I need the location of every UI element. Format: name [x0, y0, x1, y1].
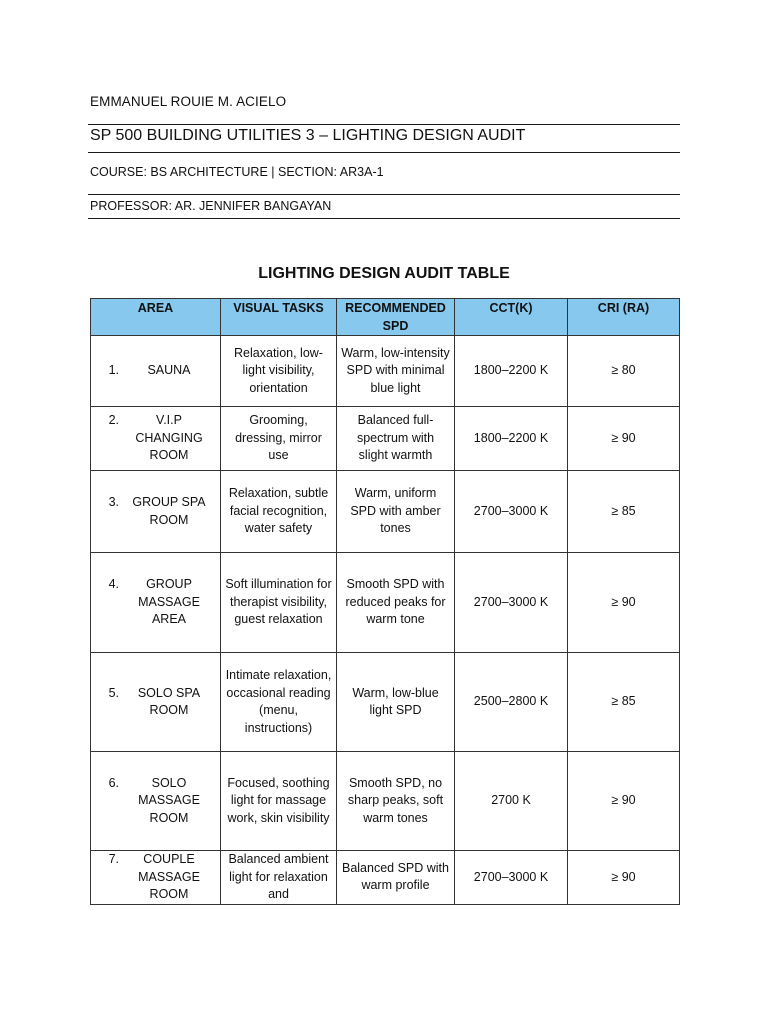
cri-cell: ≥ 90: [568, 407, 680, 471]
table-title: LIGHTING DESIGN AUDIT TABLE: [258, 265, 510, 282]
table-row: [91, 407, 680, 471]
table-row: [91, 653, 680, 752]
cri-cell: ≥ 90: [568, 851, 680, 905]
row-number: 5.: [108, 685, 119, 700]
area-name: SAUNA: [147, 363, 191, 378]
divider: [88, 152, 680, 153]
visual-tasks-cell: Balanced ambient light for relaxation and: [221, 851, 337, 905]
area-name: SOLO SPA ROOM: [137, 685, 201, 717]
column-header-cri: CRI (RA): [568, 299, 680, 336]
cri-cell: ≥ 85: [568, 471, 680, 553]
row-number: 3.: [108, 495, 119, 509]
spd-cell: Smooth SPD with reduced peaks for warm tone: [337, 553, 455, 653]
table-row: [91, 851, 680, 905]
cri-cell: ≥ 90: [568, 553, 680, 653]
professor: PROFESSOR: AR. JENNIFER BANGAYAN: [90, 199, 332, 213]
spd-cell: Warm, low-intensity SPD with minimal blue light: [337, 336, 455, 407]
area-cell: [91, 407, 221, 471]
area-cell: [91, 553, 221, 653]
visual-tasks-cell: Soft illumination for therapist visibility, guest relaxation: [221, 553, 337, 653]
column-header-cct: CCT(K): [455, 299, 568, 336]
cri-cell: ≥ 85: [568, 653, 680, 752]
row-number: 1.: [108, 363, 119, 378]
cct-cell: 1800–2200 K: [455, 336, 568, 407]
cct-cell: 2700–3000 K: [455, 851, 568, 905]
area-cell: [91, 851, 221, 905]
table-header-row: [91, 299, 680, 336]
visual-tasks-cell: Focused, soothing light for massage work, skin visibility: [221, 752, 337, 851]
cct-cell: 2500–2800 K: [455, 653, 568, 752]
author-name: EMMANUEL ROUIE M. ACIELO: [90, 94, 287, 109]
row-number: 7.: [108, 852, 119, 866]
cct-cell: 2700–3000 K: [455, 471, 568, 553]
cct-cell: 2700–3000 K: [455, 553, 568, 653]
row-number: 2.: [108, 413, 119, 428]
area-cell: [91, 653, 221, 752]
course-section: COURSE: BS ARCHITECTURE | SECTION: AR3A-1: [90, 165, 384, 179]
area-name: V.I.P CHANGING ROOM: [135, 413, 203, 463]
area-cell: [91, 471, 221, 553]
table-row: [91, 471, 680, 553]
visual-tasks-cell: Relaxation, low-light visibility, orientation: [221, 336, 337, 407]
spd-cell: Warm, low-blue light SPD: [337, 653, 455, 752]
area-name: COUPLE MASSAGE ROOM: [138, 852, 200, 901]
spd-cell: Balanced full-spectrum with slight warmth: [337, 407, 455, 471]
audit-table: [90, 298, 680, 905]
area-cell: [91, 752, 221, 851]
column-header-visual-tasks: VISUAL TASKS: [221, 299, 337, 336]
visual-tasks-cell: Grooming, dressing, mirror use: [221, 407, 337, 471]
cri-cell: ≥ 80: [568, 336, 680, 407]
divider: [88, 194, 680, 195]
row-number: 6.: [108, 775, 119, 790]
area-cell: [91, 336, 221, 407]
area-name: SOLO MASSAGE ROOM: [138, 775, 200, 825]
table-row: [91, 752, 680, 851]
spd-cell: Smooth SPD, no sharp peaks, soft warm tones: [337, 752, 455, 851]
cri-cell: ≥ 90: [568, 752, 680, 851]
visual-tasks-cell: Intimate relaxation, occasional reading (menu, instructions): [221, 653, 337, 752]
row-number: 4.: [108, 577, 119, 592]
area-name: GROUP SPA ROOM: [132, 495, 206, 527]
divider: [88, 124, 680, 125]
visual-tasks-cell: Relaxation, subtle facial recognition, water safety: [221, 471, 337, 553]
divider: [88, 218, 680, 219]
table-row: [91, 336, 680, 407]
area-name: GROUP MASSAGE AREA: [138, 577, 200, 627]
course-title: SP 500 BUILDING UTILITIES 3 – LIGHTING DESIGN AUDIT: [90, 127, 526, 144]
spd-cell: Balanced SPD with warm profile: [337, 851, 455, 905]
column-header-recommended-spd: RECOMMENDED SPD: [337, 299, 455, 336]
cct-cell: 1800–2200 K: [455, 407, 568, 471]
table-row: [91, 553, 680, 653]
spd-cell: Warm, uniform SPD with amber tones: [337, 471, 455, 553]
cct-cell: 2700 K: [455, 752, 568, 851]
column-header-area: AREA: [91, 299, 221, 336]
